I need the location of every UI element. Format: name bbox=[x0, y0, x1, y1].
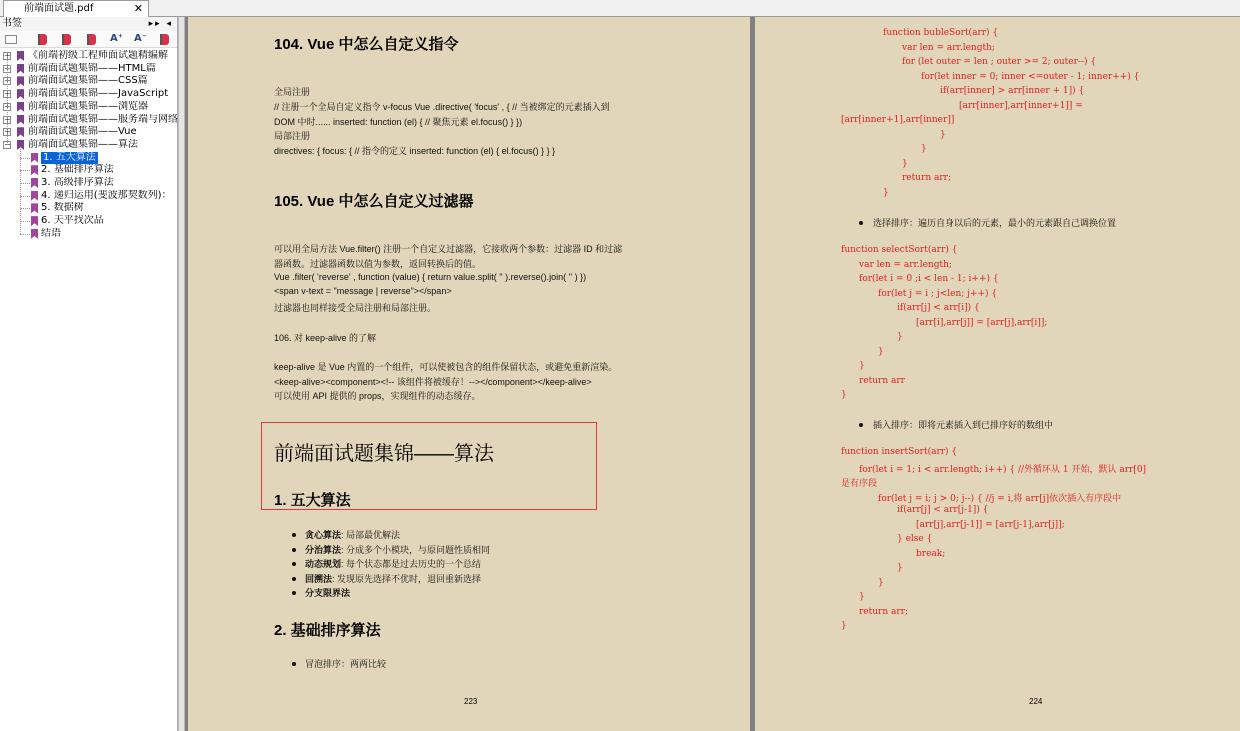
text-line: 局部注册 bbox=[274, 131, 311, 141]
bookmark-label: 前端面试题集锦——浏览器 bbox=[28, 100, 148, 112]
bookmark-item[interactable] bbox=[0, 88, 178, 100]
code-line: } bbox=[859, 361, 865, 371]
code-line: } bbox=[897, 563, 903, 573]
tree-connector bbox=[20, 208, 30, 209]
bookmark-item[interactable] bbox=[0, 63, 178, 75]
bullet bbox=[292, 591, 296, 595]
bullet bbox=[859, 423, 863, 427]
text-line: directives: { focus: { // 指令的定义 inserted: function (el) { el.focus() } } } bbox=[274, 146, 556, 156]
algorithm-desc: : 局部最优解法 bbox=[341, 530, 401, 540]
code-line: } bbox=[902, 158, 908, 169]
bullet bbox=[292, 548, 296, 552]
bookmark-subitem[interactable] bbox=[0, 152, 178, 164]
algorithm-name: 分支限界法 bbox=[305, 588, 351, 598]
tree-connector bbox=[20, 234, 30, 235]
code-line: function insertSort(arr) { bbox=[841, 447, 958, 457]
tree-connector bbox=[20, 158, 30, 159]
bullet bbox=[292, 562, 296, 566]
bookmark-icon bbox=[31, 191, 38, 201]
bookmark-tree bbox=[0, 48, 177, 248]
code-line: } bbox=[921, 144, 927, 154]
bookmark-subitem[interactable] bbox=[0, 228, 178, 240]
code-line: } bbox=[841, 621, 847, 631]
bookmark-label: 前端面试题集锦——算法 bbox=[28, 138, 138, 150]
bookmark-label: 2. 基础排序算法 bbox=[41, 164, 114, 176]
bookmark-icon bbox=[31, 229, 38, 239]
text-line: <keep-alive><component><!-- 该组件将被缓存！--></component></keep-alive> bbox=[274, 377, 592, 387]
bookmark-subitem[interactable] bbox=[0, 202, 178, 214]
text-line: DOM 中时...... inserted: function (el) { // 聚焦元素 el.focus() } }) bbox=[274, 117, 523, 127]
text-line: <span v-text = "message | reverse"></span> bbox=[274, 286, 452, 296]
text-line: keep-alive 是 Vue 内置的一个组件，可以使被包含的组件保留状态，或避免重新渲染。 bbox=[274, 362, 618, 372]
heading-104: 104. Vue 中怎么自定义指令 bbox=[274, 36, 459, 53]
tree-connector bbox=[20, 149, 21, 234]
text-line: 过滤器也同样接受全局注册和局部注册。 bbox=[274, 303, 437, 313]
code-line: return arr; bbox=[859, 606, 909, 617]
question-106: 106. 对 keep-alive 的了解 bbox=[274, 333, 377, 343]
add-bookmark-icon[interactable] bbox=[38, 34, 47, 45]
code-line: if(arr[inner] > arr[inner + 1]) { bbox=[940, 86, 1085, 96]
code-line: [arr[inner],arr[inner+1]] = bbox=[959, 100, 1083, 111]
text-line: // 注册一个全局自定义指令 v-focus Vue .directive( 'focus' , { // 当被绑定的元素插入到 bbox=[274, 102, 610, 112]
bookmark-subitem[interactable] bbox=[0, 190, 178, 202]
expand-icon[interactable]: + bbox=[4, 127, 11, 137]
expand-icon[interactable]: + bbox=[4, 51, 11, 60]
bookmark-label: 结语 bbox=[41, 227, 61, 239]
code-line: } bbox=[859, 592, 865, 602]
tree-connector bbox=[20, 221, 30, 222]
text-line: 全局注册 bbox=[274, 87, 311, 97]
selection-sort-bullet: 选择排序：遍历自身以后的元素，最小的元素跟自己调换位置 bbox=[873, 218, 1117, 228]
bookmark-label: 6. 天平找次品 bbox=[41, 215, 104, 227]
code-line: for(let inner = 0; inner <=outer - 1; inner++) { bbox=[921, 71, 1140, 82]
bookmarks-title: 书签 bbox=[2, 18, 22, 29]
bookmarks-header bbox=[0, 17, 177, 31]
expand-icon[interactable]: + bbox=[4, 89, 11, 99]
tree-connector bbox=[20, 170, 30, 171]
code-line: for(let j = i ; j<len; j++) { bbox=[878, 288, 998, 299]
algorithm-desc: : 每个状态都是过去历史的一个总结 bbox=[341, 559, 482, 569]
bookmark-item[interactable] bbox=[0, 139, 178, 151]
bookmark-label: 前端面试题集锦——HTML篇 bbox=[28, 62, 156, 74]
chapter-title: 前端面试题集锦——算法 bbox=[274, 443, 494, 465]
tab-bar bbox=[0, 0, 1240, 17]
document-tab[interactable] bbox=[3, 0, 149, 17]
code-line: for(let i = 1; i < arr.length; i++) { //外循环从 1 开始，默认 arr[0] bbox=[859, 464, 1147, 475]
text-line: 可以使用 API 提供的 props，实现组件的动态缓存。 bbox=[274, 391, 481, 401]
panel-splitter[interactable] bbox=[178, 17, 185, 731]
algorithm-desc: : 发现原先选择不优时，退回重新选择 bbox=[332, 573, 482, 584]
bookmarks-toolbar bbox=[0, 31, 177, 48]
text-line: 器函数。过滤器函数以值为参数，返回转换后的值。 bbox=[274, 259, 482, 269]
bookmark-label: 1. 五大算法 bbox=[43, 151, 96, 163]
expand-bookmark-icon[interactable] bbox=[160, 34, 169, 45]
bookmark-icon bbox=[17, 115, 24, 125]
bookmark-label: 4. 递归运用(斐波那契数列)： bbox=[41, 189, 172, 201]
bookmark-icon bbox=[17, 89, 24, 99]
bookmark-label: 前端面试题集锦——CSS篇 bbox=[28, 75, 148, 87]
bookmark-label: 3. 高级排序算法 bbox=[41, 177, 114, 188]
bookmark-item[interactable] bbox=[0, 75, 178, 87]
code-line: } bbox=[940, 129, 946, 140]
bookmark-icon bbox=[17, 76, 24, 86]
code-line: } bbox=[878, 577, 884, 588]
tree-connector bbox=[7, 56, 8, 145]
code-line: [arr[j],arr[j-1]] = [arr[j-1],arr[j]]; bbox=[916, 519, 1065, 530]
bookmark-subitem[interactable] bbox=[0, 177, 178, 189]
code-line: } else { bbox=[897, 534, 933, 544]
code-line: for (let outer = len ; outer >= 2; outer--) { bbox=[902, 57, 1097, 67]
bookmark-icon bbox=[17, 64, 24, 74]
code-line: for(let j = i; j > 0; j--) { //j = i,将 arr[j]依次插入有序段中 bbox=[878, 493, 1122, 504]
bookmark-icon bbox=[17, 102, 24, 112]
algorithm-desc: : 分成多个小模块，与原问题性质相同 bbox=[341, 544, 491, 555]
bookmark-item[interactable] bbox=[0, 114, 178, 126]
code-line: } bbox=[841, 390, 847, 400]
heading-five-algorithms: 1. 五大算法 bbox=[274, 492, 351, 509]
bookmark-icon bbox=[31, 178, 38, 188]
algorithm-item bbox=[305, 543, 490, 556]
expand-icon[interactable]: + bbox=[4, 76, 11, 86]
algorithm-name: 贪心算法 bbox=[305, 530, 342, 540]
page-224 bbox=[755, 17, 1240, 731]
bookmark-label: 前端面试题集锦——服务端与网络 bbox=[28, 113, 178, 125]
code-line: function bubleSort(arr) { bbox=[883, 28, 999, 38]
bookmark-item[interactable] bbox=[0, 126, 178, 138]
code-line: return arr bbox=[859, 375, 905, 386]
bookmark-subitem[interactable] bbox=[0, 215, 178, 227]
code-line: return arr; bbox=[902, 173, 952, 183]
bookmark-label: 5. 数据树 bbox=[41, 202, 84, 214]
code-line: } bbox=[897, 332, 903, 342]
heading-105: 105. Vue 中怎么自定义过滤器 bbox=[274, 193, 474, 210]
code-line: } bbox=[883, 187, 889, 198]
bookmark-subitem[interactable] bbox=[0, 164, 178, 176]
increase-font-icon[interactable]: A⁺ bbox=[110, 33, 124, 44]
delete-bookmark-icon[interactable] bbox=[62, 34, 71, 45]
bookmark-icon bbox=[31, 203, 38, 213]
document-viewer bbox=[185, 17, 1240, 731]
page-number: 224 bbox=[1029, 697, 1043, 706]
expand-icon[interactable]: + bbox=[4, 63, 11, 73]
bubble-sort-bullet: 冒泡排序：两两比较 bbox=[305, 659, 387, 669]
code-line: break; bbox=[916, 548, 946, 559]
code-line: [arr[inner+1],arr[inner]] bbox=[841, 115, 955, 125]
code-line: if(arr[j] < arr[j-1]) { bbox=[897, 505, 989, 515]
bookmarks-panel bbox=[0, 17, 178, 731]
bookmark-label: 前端面试题集锦——Vue bbox=[28, 126, 137, 138]
code-line: var len = arr.length; bbox=[902, 42, 995, 53]
code-line: if(arr[j] < arr[i]) { bbox=[897, 303, 980, 313]
code-line: [arr[i],arr[j]] = [arr[j],arr[i]]; bbox=[916, 317, 1048, 328]
bullet bbox=[292, 533, 296, 537]
algorithm-item bbox=[305, 586, 350, 599]
text-line: 可以用全局方法 Vue.filter() 注册一个自定义过滤器，它接收两个参数：过滤器 ID 和过滤 bbox=[274, 244, 623, 254]
bookmark-label: 前端面试题集锦——JavaScript bbox=[28, 88, 169, 100]
code-line: for(let i = 0 ;i < len - 1; i++) { bbox=[859, 274, 999, 284]
bookmark-icon bbox=[17, 127, 24, 137]
bullet bbox=[292, 577, 296, 581]
bookmark-item[interactable] bbox=[0, 101, 178, 113]
panel-controls-icon[interactable]: ▸▸ ◂ bbox=[148, 19, 173, 29]
bookmark-label: 《前端初级工程师面试题精编解 bbox=[28, 50, 168, 61]
bookmark-options-icon[interactable] bbox=[5, 35, 17, 44]
insertion-sort-bullet: 插入排序：即将元素插入到已排序好的数组中 bbox=[873, 420, 1054, 430]
bullet bbox=[859, 221, 863, 225]
tree-connector bbox=[20, 196, 30, 197]
expand-icon[interactable]: + bbox=[4, 114, 11, 124]
bookmark-item[interactable] bbox=[0, 50, 178, 62]
close-icon[interactable]: ✕ bbox=[133, 2, 143, 15]
bookmark-icon bbox=[31, 216, 38, 226]
bullet bbox=[292, 662, 296, 666]
algorithm-item bbox=[305, 528, 400, 541]
code-line: 是有序段 bbox=[841, 479, 878, 489]
collapse-icon[interactable]: − bbox=[4, 139, 11, 149]
expand-icon[interactable]: + bbox=[4, 101, 11, 111]
code-line: } bbox=[878, 346, 884, 357]
code-line: function selectSort(arr) { bbox=[841, 245, 958, 255]
algorithm-name: 分治算法 bbox=[305, 544, 342, 555]
bookmark-icon bbox=[17, 51, 24, 61]
document-tab-label: 前端面试题.pdf bbox=[24, 3, 94, 14]
algorithm-item bbox=[305, 557, 481, 570]
algorithm-name: 回溯法 bbox=[305, 573, 333, 584]
text-line: Vue .filter( 'reverse' , function (value) { return value.split( '' ).reverse().join( '' ) }) bbox=[274, 272, 587, 282]
bookmark-properties-icon[interactable] bbox=[87, 34, 96, 45]
algorithm-item bbox=[305, 572, 481, 585]
algorithm-name: 动态规划 bbox=[305, 559, 342, 569]
bookmark-icon bbox=[31, 165, 38, 175]
decrease-font-icon[interactable]: A⁻ bbox=[134, 33, 148, 44]
page-number: 223 bbox=[464, 697, 478, 706]
code-line: var len = arr.length; bbox=[859, 259, 952, 270]
tree-connector bbox=[20, 183, 30, 184]
page-223 bbox=[188, 17, 750, 731]
bookmark-icon bbox=[31, 153, 38, 163]
heading-basic-sort: 2. 基础排序算法 bbox=[274, 622, 381, 639]
